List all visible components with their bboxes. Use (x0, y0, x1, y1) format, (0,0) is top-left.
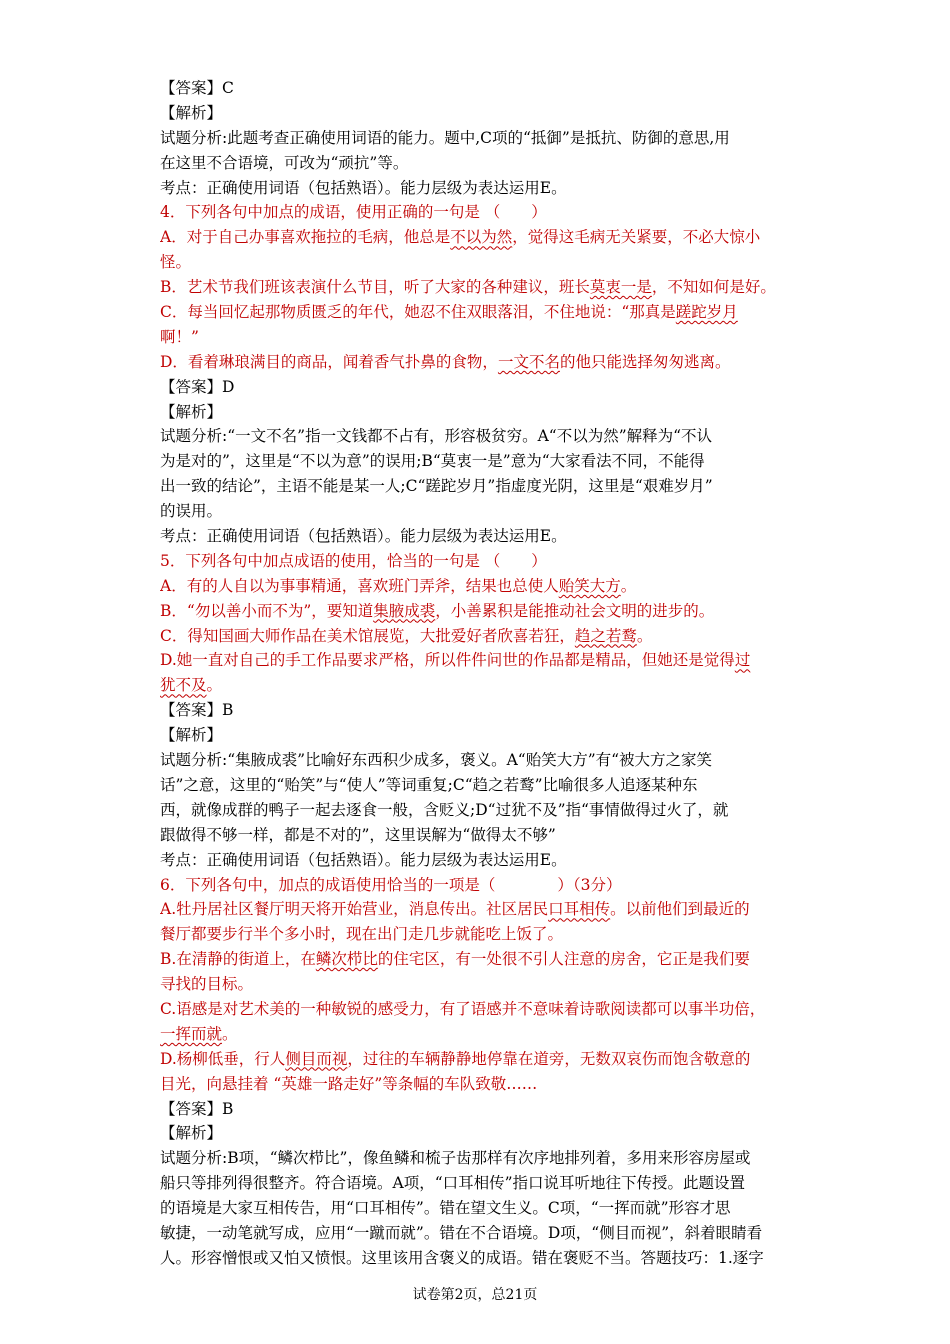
text-segment: 试题分析:此题考查正确使用词语的能力。题中,C项的“抵御”是抵抗、防御的意思,用 (160, 128, 730, 147)
text-segment: 。 (206, 676, 223, 695)
text-line (160, 1246, 792, 1271)
text-segment: 。 (620, 576, 637, 595)
text-line (160, 275, 792, 300)
text-segment: A．对于自己办事喜欢拖拉的毛病，他总是 (160, 228, 451, 247)
idiom-underlined: 不以为然 (450, 228, 513, 247)
idiom-underlined: 莫衷一是 (589, 278, 652, 297)
idiom-underlined: 趋之若鹜 (574, 626, 637, 645)
text-line (160, 823, 792, 848)
text-line (160, 400, 792, 425)
text-segment: C.语感是对艺术美的一种敏锐的感受力，有了语感并不意味着诗歌阅读都可以事半功倍， (160, 999, 766, 1018)
text-segment: 在这里不合语境，可改为“顽抗”等。 (160, 153, 409, 172)
text-line (160, 698, 792, 723)
text-segment: ，过往的车辆静静地停靠在道旁，无数双哀伤而饱含敬意的 (347, 1049, 751, 1068)
text-segment: 跟做得不够一样，都是不对的”，这里误解为“做得太不够” (160, 825, 556, 844)
text-line (160, 997, 792, 1022)
text-segment: 。 (636, 626, 653, 645)
text-segment: D.她一直对自己的手工作品要求严格，所以件件问世的作品都是精品，但她还是觉得 (160, 651, 735, 670)
text-segment: ，觉得这毛病无关紧要，不必大惊小 (512, 228, 761, 247)
text-segment: 考点：正确使用词语（包括熟语）。能力层级为表达运用E。 (160, 527, 567, 546)
text-line (160, 300, 792, 325)
text-line (160, 225, 792, 250)
text-line (160, 1221, 792, 1246)
text-segment: 4．下列各句中加点的成语，使用正确的一句是 （ ） (160, 203, 547, 222)
text-segment: 【答案】B (160, 1099, 234, 1118)
text-segment: ，不知如何是好。 (651, 278, 776, 297)
text-segment: 敏捷，一动笔就写成，应用“一蹴而就”。错在不合语境。D项，“侧目而视”，斜着眼睛看 (160, 1223, 763, 1242)
text-segment: D．看着琳琅满目的商品，闻着香气扑鼻的食物， (160, 352, 498, 371)
text-segment: D.杨柳低垂，行人 (160, 1049, 286, 1068)
idiom-underlined: 贻笑大方 (558, 576, 621, 595)
text-segment: B．艺术节我们班该表演什么节目，听了大家的各种建议，班长 (160, 278, 590, 297)
text-segment: 话”之意，这里的“贻笑”与“使人”等词重复;C“趋之若鹜”比喻很多人追逐某种东 (160, 775, 698, 794)
text-line (160, 350, 792, 375)
idiom-underlined: 犹不及 (160, 676, 207, 695)
text-line (160, 873, 792, 898)
text-segment: 试题分析:“一文不名”指一文钱都不占有，形容极贫穷。A“不以为然”解释为“不认 (160, 427, 713, 446)
text-segment: 考点：正确使用词语（包括熟语）。能力层级为表达运用E。 (160, 850, 567, 869)
idiom-underlined: 一文不名 (497, 352, 560, 371)
text-line (160, 449, 792, 474)
text-line (160, 574, 792, 599)
text-segment: 5．下列各句中加点成语的使用，恰当的一句是 （ ） (160, 551, 547, 570)
text-line (160, 1121, 792, 1146)
text-segment: 。 (222, 1024, 238, 1043)
text-segment: 考点：正确使用词语（包括熟语）。能力层级为表达运用E。 (160, 178, 567, 197)
text-line (160, 624, 792, 649)
text-segment: 的误用。 (160, 502, 223, 521)
idiom-underlined: 过 (734, 651, 751, 670)
text-segment: C．每当回忆起那物质匮乏的年代，她忍不住双眼落泪，不住地说：“那真是 (160, 303, 676, 322)
text-segment: 人。形容憎恨或又怕又愤恨。这里该用含褒义的成语。错在褒贬不当。答题技巧：1.逐字 (160, 1248, 764, 1267)
text-segment: 目光，向悬挂着 “英雄一路走好”等条幅的车队致敬…… (160, 1074, 538, 1093)
text-line (160, 524, 792, 549)
idiom-underlined: 口耳相传 (548, 900, 611, 919)
idiom-underlined: 鳞次栉比 (315, 950, 378, 969)
text-segment: 试题分析:B项，“鳞次栉比”，像鱼鳞和梳子齿那样有次序地排列着，多用来形容房屋或 (160, 1149, 751, 1168)
text-line (160, 1196, 792, 1221)
text-segment: 【解析】 (160, 1124, 223, 1143)
text-segment: 怪。 (160, 253, 192, 272)
idiom-underlined: 一挥而就 (160, 1024, 223, 1043)
text-line (160, 1097, 792, 1122)
document-body (160, 76, 792, 1271)
text-segment: 餐厅都要步行半个多小时，现在出门走几步就能吃上饭了。 (160, 925, 564, 944)
text-segment: 6．下列各句中，加点的成语使用恰当的一项是（ ）（3分） (160, 875, 622, 894)
text-line (160, 474, 792, 499)
text-line (160, 897, 792, 922)
text-segment: 西，就像成群的鸭子一起去逐食一般，含贬义;D“过犹不及”指“事情做得过火了，就 (160, 800, 729, 819)
text-segment: 的住宅区，有一处很不引人注意的房舍，它正是我们要 (377, 950, 750, 969)
idiom-underlined: 集腋成裘 (373, 601, 436, 620)
text-segment: 的他只能选择匆匆逃离。 (559, 352, 731, 371)
text-segment: 。以前他们到最近的 (610, 900, 750, 919)
text-line (160, 375, 792, 400)
text-line (160, 1072, 792, 1097)
text-line (160, 972, 792, 997)
text-line (160, 1022, 792, 1047)
text-segment: 【答案】D (160, 377, 235, 396)
text-line (160, 176, 792, 201)
text-line (160, 126, 792, 151)
text-line (160, 151, 792, 176)
text-segment: A．有的人自以为事事精通，喜欢班门弄斧，结果也总使人 (160, 576, 559, 595)
text-segment: 啊！” (160, 327, 199, 346)
text-segment: 【解析】 (160, 103, 223, 122)
text-line (160, 76, 792, 101)
text-line (160, 1047, 792, 1072)
text-segment: A.牡丹居社区餐厅明天将开始营业，消息传出。社区居民 (160, 900, 549, 919)
text-line (160, 599, 792, 624)
text-segment: 寻找的目标。 (160, 975, 254, 994)
text-line (160, 798, 792, 823)
text-line (160, 947, 792, 972)
text-segment: 为是对的”，这里是“不以为意”的误用;B“莫衷一是”意为“大家看法不同，不能得 (160, 452, 705, 471)
text-segment: 试题分析:“集腋成裘”比喻好东西积少成多，褒义。A“贻笑大方”有“被大方之家笑 (160, 751, 713, 770)
idiom-underlined: 蹉跎岁月 (675, 303, 738, 322)
text-line (160, 549, 792, 574)
text-segment: 【解析】 (160, 726, 223, 745)
text-segment: B.在清静的街道上，在 (160, 950, 316, 969)
text-line (160, 250, 792, 275)
text-segment: 【解析】 (160, 402, 223, 421)
text-segment: ，小善累积是能推动社会文明的进步的。 (435, 601, 715, 620)
text-segment: 【答案】C (160, 79, 234, 97)
text-segment: 的语境是大家互相传告，用“口耳相传”。错在望文生义。C项，“一挥而就”形容才思 (160, 1199, 731, 1218)
text-line (160, 101, 792, 126)
idiom-underlined: 侧目而视 (285, 1049, 348, 1068)
text-segment: C．得知国画大师作品在美术馆展览，大批爱好者欣喜若狂， (160, 626, 575, 645)
text-segment: 【答案】B (160, 701, 234, 720)
text-line (160, 922, 792, 947)
text-line (160, 848, 792, 873)
text-line (160, 648, 792, 673)
text-line (160, 1171, 792, 1196)
text-line (160, 673, 792, 698)
text-line (160, 325, 792, 350)
text-line (160, 748, 792, 773)
text-line (160, 723, 792, 748)
text-line (160, 773, 792, 798)
text-segment: B．“勿以善小而不为”，要知道 (160, 601, 374, 620)
text-line (160, 200, 792, 225)
text-segment: 船只等排列得很整齐。符合语境。A项，“口耳相传”指口说耳听地往下传授。此题设置 (160, 1174, 746, 1193)
page-footer: 试卷第2页，总21页 (412, 1287, 538, 1303)
text-line (160, 1146, 792, 1171)
text-line (160, 499, 792, 524)
text-segment: 出一致的结论”，主语不能是某一人;C“蹉跎岁月”指虚度光阴，这里是“艰难岁月” (160, 477, 713, 496)
text-line (160, 424, 792, 449)
